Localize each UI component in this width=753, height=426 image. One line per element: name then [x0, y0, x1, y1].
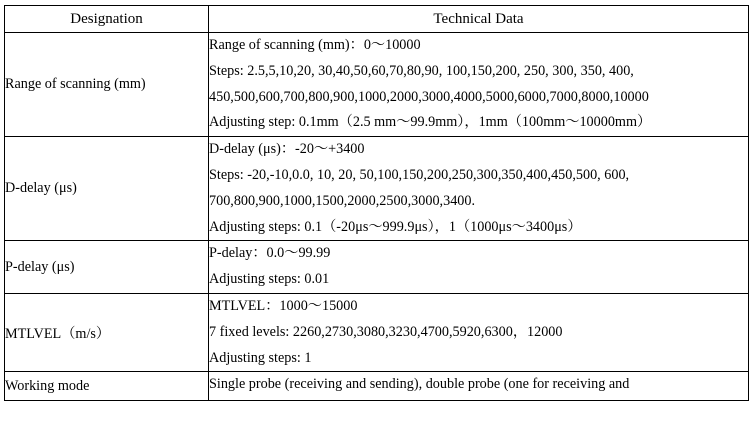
table-row-range-of-scanning [5, 33, 749, 137]
data-line: Adjusting steps: 1 [209, 349, 312, 366]
technical-data-cell [209, 372, 749, 401]
designation-cell: D-delay (μs) [5, 137, 209, 241]
designation-cell [5, 372, 209, 401]
data-line: 700,800,900,1000,1500,2000,2500,3000,3400. [209, 192, 476, 209]
table-row-p-delay [5, 241, 749, 294]
data-line: P-delay：0.0～99.99 [209, 245, 331, 262]
data-line: Range of scanning (mm)：0～10000 [209, 37, 421, 53]
technical-data-cell [209, 137, 749, 241]
designation-header: Designation [5, 6, 209, 33]
data-line: Adjusting step: 0.1mm（2.5 mm～99.9mm），1mm（100mm～10000mm） [209, 114, 652, 131]
table-header-row [5, 6, 749, 33]
technical-data-cell [209, 33, 749, 137]
table-row-mtlvel [5, 293, 749, 371]
data-line: Adjusting steps: 0.01 [209, 271, 330, 288]
data-line: 450,500,600,700,800,900,1000,2000,3000,4000,5000,6000,7000,8000,10000 [209, 88, 649, 105]
data-line: Single probe (receiving and sending), double probe (one for receiving and [209, 376, 630, 393]
data-line: D-delay (μs)：-20～+3400 [209, 141, 365, 158]
data-line: 7 fixed levels: 2260,2730,3080,3230,4700,5920,6300，12000 [209, 323, 563, 340]
data-line: Steps: 2.5,5,10,20, 30,40,50,60,70,80,90, 100,150,200, 250, 300, 350, 400, [209, 62, 634, 79]
data-line: Steps: -20,-10,0.0, 10, 20, 50,100,150,200,250,300,350,400,450,500, 600, [209, 166, 630, 183]
table-row-d-delay [5, 137, 749, 241]
designation-text: Working mode [5, 378, 90, 395]
designation-cell: Range of scanning (mm) [5, 33, 209, 137]
data-line: Adjusting steps: 0.1（-20μs～999.9μs），1（1000μs～3400μs） [209, 218, 582, 235]
designation-cell: P-delay (μs) [5, 241, 209, 294]
technical-data-cell [209, 293, 749, 371]
data-line: MTLVEL：1000～15000 [209, 297, 358, 314]
table-row-working-mode [5, 372, 749, 401]
technical-data-header: Technical Data [209, 6, 749, 33]
technical-data-cell [209, 241, 749, 294]
technical-data-table [4, 5, 749, 401]
designation-cell: MTLVEL（m/s） [5, 293, 209, 371]
